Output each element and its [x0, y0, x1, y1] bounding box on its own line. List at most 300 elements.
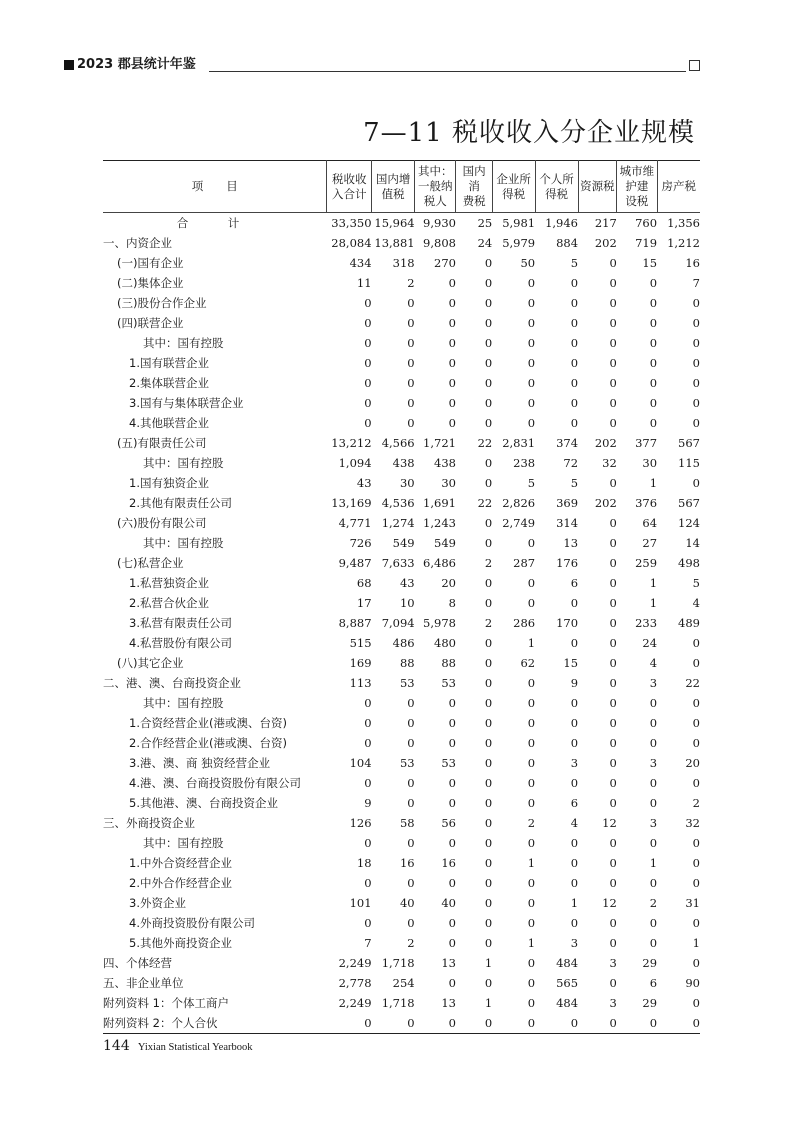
table-row — [103, 453, 700, 473]
cell-value: 5 — [570, 476, 579, 490]
cell-value: 6 — [570, 796, 579, 810]
cell-value: 0 — [527, 376, 536, 390]
cell-value: 0 — [527, 576, 536, 590]
cell-value: 0 — [448, 316, 456, 330]
cell-value: 0 — [527, 536, 536, 550]
cell-value: 5 — [570, 256, 579, 270]
cell-value: 16 — [685, 256, 700, 270]
column-header: 税收收 入合计 — [327, 161, 372, 213]
table-row — [103, 593, 700, 613]
table-row — [103, 673, 700, 693]
table-row — [103, 393, 700, 413]
cell-value: 3 — [649, 756, 658, 770]
cell-value: 0 — [649, 696, 658, 710]
cell-value: 0 — [448, 836, 456, 850]
cell-value: 0 — [484, 696, 493, 710]
column-header: 其中： 一般纳 税人 — [415, 161, 456, 213]
cell-value: 498 — [678, 556, 700, 570]
cell-value: 0 — [609, 296, 617, 310]
cell-value: 9 — [364, 796, 372, 810]
cell-value: 0 — [484, 976, 493, 990]
cell-value: 1,243 — [423, 516, 456, 530]
row-label: 1.合资经营企业(港或澳、台资) — [129, 716, 287, 730]
cell-value: 489 — [678, 616, 700, 630]
cell-value: 1 — [527, 636, 536, 650]
cell-value: 434 — [349, 256, 372, 270]
cell-value: 480 — [434, 636, 456, 650]
cell-value: 0 — [692, 416, 700, 430]
cell-value: 1 — [649, 856, 658, 870]
cell-value: 0 — [484, 896, 493, 910]
cell-value: 726 — [349, 536, 372, 550]
cell-value: 1 — [484, 996, 493, 1010]
cell-value: 0 — [448, 736, 456, 750]
table-row — [103, 233, 700, 253]
cell-value: 0 — [692, 996, 700, 1010]
row-label: 2.集体联营企业 — [129, 376, 209, 390]
cell-value: 0 — [364, 296, 372, 310]
cell-value: 53 — [399, 756, 415, 770]
cell-value: 0 — [448, 276, 456, 290]
cell-value: 0 — [570, 776, 579, 790]
cell-value: 0 — [570, 716, 579, 730]
cell-value: 1,356 — [667, 216, 700, 230]
row-label: 4.私营股份有限公司 — [129, 636, 232, 650]
cell-value: 760 — [635, 216, 658, 230]
cell-value: 0 — [484, 776, 493, 790]
row-label: 其中：国有控股 — [143, 836, 224, 850]
cell-value: 176 — [556, 556, 579, 570]
cell-value: 1 — [649, 576, 658, 590]
cell-value: 0 — [649, 716, 658, 730]
cell-value: 4,536 — [381, 496, 415, 510]
cell-value: 0 — [484, 296, 493, 310]
cell-value: 0 — [364, 376, 372, 390]
cell-value: 3 — [649, 676, 658, 690]
row-label: (五)有限责任公司 — [117, 436, 207, 450]
row-label: 2.合作经营企业(港或澳、台资) — [129, 736, 287, 750]
cell-value: 9,930 — [423, 216, 456, 230]
cell-value: 0 — [570, 596, 579, 610]
cell-value: 0 — [407, 296, 415, 310]
cell-value: 0 — [649, 1016, 658, 1030]
cell-value: 2,749 — [502, 516, 536, 530]
cell-value: 30 — [642, 456, 658, 470]
cell-value: 20 — [441, 576, 456, 590]
empty-square-icon — [689, 60, 700, 71]
cell-value: 22 — [685, 676, 700, 690]
row-label: 1.中外合资经营企业 — [129, 856, 232, 870]
cell-value: 0 — [364, 776, 372, 790]
cell-value: 0 — [570, 696, 579, 710]
table-row — [103, 913, 700, 933]
table-row — [103, 313, 700, 333]
cell-value: 2 — [407, 936, 415, 950]
cell-value: 0 — [527, 276, 536, 290]
table-row — [103, 413, 700, 433]
cell-value: 1 — [649, 476, 658, 490]
cell-value: 314 — [556, 516, 579, 530]
cell-value: 113 — [349, 676, 372, 690]
cell-value: 0 — [692, 656, 700, 670]
cell-value: 1 — [649, 596, 658, 610]
cell-value: 1 — [692, 936, 700, 950]
column-header: 国内消 费税 — [456, 161, 492, 213]
cell-value: 0 — [484, 856, 493, 870]
cell-value: 1,946 — [545, 216, 579, 230]
cell-value: 8,887 — [338, 616, 372, 630]
cell-value: 62 — [520, 656, 536, 670]
cell-value: 0 — [609, 696, 617, 710]
table-row — [103, 273, 700, 293]
cell-value: 3 — [609, 996, 617, 1010]
cell-value: 0 — [570, 636, 579, 650]
cell-value: 0 — [609, 676, 617, 690]
cell-value: 0 — [448, 396, 456, 410]
cell-value: 16 — [399, 856, 415, 870]
cell-value: 7 — [364, 936, 372, 950]
cell-value: 3 — [570, 936, 579, 950]
cell-value: 0 — [448, 916, 456, 930]
cell-value: 6 — [570, 576, 579, 590]
cell-value: 377 — [635, 436, 658, 450]
cell-value: 0 — [570, 416, 579, 430]
table-row — [103, 533, 700, 553]
table-row — [103, 753, 700, 773]
table-row — [103, 993, 700, 1013]
row-label: 4.外商投资股份有限公司 — [129, 916, 255, 930]
row-label: 5.其他港、澳、台商投资企业 — [129, 796, 278, 810]
cell-value: 0 — [649, 936, 658, 950]
cell-value: 13,212 — [331, 436, 372, 450]
cell-value: 0 — [609, 836, 617, 850]
cell-value: 567 — [678, 436, 700, 450]
cell-value: 0 — [527, 676, 536, 690]
cell-value: 30 — [399, 476, 415, 490]
cell-value: 0 — [364, 1016, 372, 1030]
cell-value: 25 — [477, 216, 493, 230]
column-header: 城市维 护建 设税 — [617, 161, 657, 213]
cell-value: 0 — [527, 716, 536, 730]
cell-value: 5,979 — [502, 236, 536, 250]
cell-value: 2 — [407, 276, 415, 290]
row-label: 3.外资企业 — [129, 896, 186, 910]
cell-value: 0 — [570, 396, 579, 410]
cell-value: 202 — [594, 496, 617, 510]
cell-value: 0 — [692, 696, 700, 710]
cell-value: 0 — [649, 416, 658, 430]
cell-value: 43 — [356, 476, 372, 490]
cell-value: 30 — [441, 476, 456, 490]
cell-value: 0 — [484, 916, 493, 930]
cell-value: 0 — [609, 596, 617, 610]
cell-value: 0 — [609, 336, 617, 350]
cell-value: 0 — [448, 416, 456, 430]
cell-value: 0 — [570, 316, 579, 330]
cell-value: 0 — [692, 856, 700, 870]
cell-value: 40 — [399, 896, 415, 910]
cell-value: 0 — [484, 316, 493, 330]
row-label: 三、外商投资企业 — [103, 816, 195, 830]
cell-value: 0 — [692, 636, 700, 650]
cell-value: 0 — [570, 296, 579, 310]
table-row — [103, 493, 700, 513]
cell-value: 0 — [649, 396, 658, 410]
table-row — [103, 633, 700, 653]
cell-value: 286 — [513, 616, 536, 630]
cell-value: 0 — [609, 856, 617, 870]
row-label: (二)集体企业 — [117, 276, 184, 290]
cell-value: 2 — [484, 616, 493, 630]
cell-value: 13 — [563, 536, 579, 550]
cell-value: 0 — [448, 296, 456, 310]
cell-value: 1,691 — [423, 496, 456, 510]
cell-value: 53 — [441, 756, 456, 770]
cell-value: 104 — [349, 756, 372, 770]
cell-value: 0 — [448, 356, 456, 370]
cell-value: 2,249 — [338, 996, 372, 1010]
cell-value: 270 — [434, 256, 456, 270]
table-body — [103, 213, 700, 1034]
cell-value: 0 — [407, 876, 415, 890]
cell-value: 13 — [441, 956, 456, 970]
cell-value: 3 — [609, 956, 617, 970]
cell-value: 318 — [392, 256, 415, 270]
cell-value: 0 — [527, 916, 536, 930]
cell-value: 719 — [635, 236, 658, 250]
cell-value: 0 — [527, 756, 536, 770]
cell-value: 0 — [484, 736, 493, 750]
cell-value: 0 — [570, 736, 579, 750]
page-number: 144 — [103, 1038, 130, 1054]
cell-value: 0 — [407, 836, 415, 850]
cell-value: 0 — [484, 656, 493, 670]
cell-value: 22 — [477, 436, 493, 450]
cell-value: 53 — [441, 676, 456, 690]
cell-value: 4 — [570, 816, 579, 830]
cell-value: 5,981 — [502, 216, 536, 230]
table-row — [103, 893, 700, 913]
cell-value: 0 — [692, 356, 700, 370]
cell-value: 31 — [685, 896, 700, 910]
cell-value: 238 — [513, 456, 536, 470]
row-label: 4.其他联营企业 — [129, 416, 209, 430]
cell-value: 27 — [642, 536, 658, 550]
cell-value: 43 — [399, 576, 415, 590]
cell-value: 11 — [356, 276, 372, 290]
table-header-row — [103, 161, 700, 213]
cell-value: 0 — [570, 876, 579, 890]
cell-value: 217 — [594, 216, 617, 230]
cell-value: 0 — [609, 656, 617, 670]
cell-value: 1,718 — [381, 996, 415, 1010]
cell-value: 0 — [609, 636, 617, 650]
cell-value: 8 — [448, 596, 456, 610]
cell-value: 0 — [407, 336, 415, 350]
row-label: 1.国有独资企业 — [129, 476, 209, 490]
cell-value: 0 — [609, 256, 617, 270]
cell-value: 9,487 — [338, 556, 372, 570]
table-row — [103, 253, 700, 273]
cell-value: 0 — [484, 936, 493, 950]
cell-value: 32 — [602, 456, 617, 470]
table-row — [103, 353, 700, 373]
cell-value: 0 — [448, 976, 456, 990]
row-label: 2.其他有限责任公司 — [129, 496, 232, 510]
cell-value: 0 — [484, 756, 493, 770]
cell-value: 2,826 — [502, 496, 536, 510]
cell-value: 4 — [649, 656, 658, 670]
cell-value: 0 — [527, 396, 536, 410]
row-label: 其中：国有控股 — [143, 456, 224, 470]
cell-value: 24 — [642, 636, 658, 650]
cell-value: 0 — [448, 696, 456, 710]
cell-value: 126 — [349, 816, 372, 830]
cell-value: 0 — [484, 836, 493, 850]
cell-value: 0 — [570, 376, 579, 390]
cell-value: 0 — [527, 896, 536, 910]
cell-value: 28,084 — [331, 236, 372, 250]
cell-value: 0 — [609, 476, 617, 490]
cell-value: 0 — [484, 416, 493, 430]
cell-value: 2 — [484, 556, 493, 570]
cell-value: 88 — [399, 656, 415, 670]
cell-value: 0 — [692, 956, 700, 970]
cell-value: 233 — [635, 616, 658, 630]
cell-value: 0 — [364, 396, 372, 410]
table-row — [103, 853, 700, 873]
row-label: 1.私营独资企业 — [129, 576, 209, 590]
table-row — [103, 873, 700, 893]
cell-value: 2,249 — [338, 956, 372, 970]
cell-value: 565 — [556, 976, 579, 990]
cell-value: 0 — [609, 716, 617, 730]
cell-value: 64 — [642, 516, 658, 530]
cell-value: 0 — [484, 676, 493, 690]
row-label: 其中：国有控股 — [143, 536, 224, 550]
cell-value: 0 — [407, 716, 415, 730]
cell-value: 124 — [678, 516, 700, 530]
cell-value: 0 — [649, 376, 658, 390]
cell-value: 0 — [527, 996, 536, 1010]
cell-value: 0 — [609, 276, 617, 290]
cell-value: 115 — [678, 456, 700, 470]
cell-value: 0 — [448, 336, 456, 350]
cell-value: 1 — [527, 936, 536, 950]
cell-value: 13 — [441, 996, 456, 1010]
cell-value: 0 — [692, 736, 700, 750]
english-title: Yixian Statistical Yearbook — [137, 1042, 253, 1053]
cell-value: 0 — [364, 316, 372, 330]
cell-value: 170 — [556, 616, 579, 630]
row-label: 其中：国有控股 — [143, 336, 224, 350]
table-row — [103, 973, 700, 993]
cell-value: 9 — [570, 676, 579, 690]
cell-value: 0 — [609, 356, 617, 370]
cell-value: 0 — [609, 576, 617, 590]
column-header: 资源税 — [578, 161, 617, 213]
cell-value: 4 — [692, 596, 700, 610]
cell-value: 0 — [570, 856, 579, 870]
cell-value: 0 — [649, 876, 658, 890]
cell-value: 0 — [609, 916, 617, 930]
cell-value: 0 — [649, 796, 658, 810]
cell-value: 0 — [609, 396, 617, 410]
cell-value: 0 — [527, 976, 536, 990]
cell-value: 3 — [649, 816, 658, 830]
cell-value: 3 — [570, 756, 579, 770]
cell-value: 18 — [356, 856, 372, 870]
cell-value: 0 — [609, 536, 617, 550]
tax-revenue-table — [103, 160, 700, 1034]
cell-value: 29 — [642, 956, 658, 970]
cell-value: 369 — [556, 496, 579, 510]
cell-value: 0 — [527, 776, 536, 790]
table-row — [103, 933, 700, 953]
cell-value: 12 — [602, 816, 617, 830]
table-row — [103, 793, 700, 813]
cell-value: 1 — [570, 896, 579, 910]
cell-value: 484 — [556, 956, 579, 970]
cell-value: 549 — [392, 536, 415, 550]
cell-value: 0 — [527, 356, 536, 370]
row-label: 4.港、澳、台商投资股份有限公司 — [129, 776, 301, 790]
cell-value: 0 — [364, 836, 372, 850]
table-row — [103, 473, 700, 493]
cell-value: 0 — [407, 916, 415, 930]
cell-value: 1,718 — [381, 956, 415, 970]
cell-value: 0 — [484, 1016, 493, 1030]
cell-value: 0 — [649, 336, 658, 350]
cell-value: 0 — [527, 956, 536, 970]
row-label: 5.其他外商投资企业 — [129, 936, 232, 950]
cell-value: 515 — [349, 636, 372, 650]
cell-value: 0 — [484, 596, 493, 610]
table-row — [103, 813, 700, 833]
cell-value: 438 — [434, 456, 456, 470]
page-title: 7—11 税收收入分企业规模 — [363, 118, 695, 148]
cell-value: 58 — [399, 816, 415, 830]
cell-value: 6,486 — [423, 556, 456, 570]
cell-value: 0 — [609, 976, 617, 990]
cell-value: 0 — [570, 356, 579, 370]
cell-value: 0 — [364, 416, 372, 430]
cell-value: 13,881 — [374, 236, 415, 250]
cell-value: 567 — [678, 496, 700, 510]
cell-value: 0 — [692, 916, 700, 930]
cell-value: 1 — [527, 856, 536, 870]
cell-value: 2,831 — [502, 436, 536, 450]
cell-value: 0 — [692, 316, 700, 330]
cell-value: 0 — [649, 296, 658, 310]
cell-value: 0 — [484, 816, 493, 830]
cell-value: 0 — [527, 796, 536, 810]
cell-value: 88 — [441, 656, 456, 670]
cell-value: 0 — [484, 276, 493, 290]
cell-value: 0 — [609, 756, 617, 770]
cell-value: 0 — [527, 416, 536, 430]
cell-value: 0 — [407, 1016, 415, 1030]
cell-value: 0 — [609, 516, 617, 530]
cell-value: 0 — [649, 276, 658, 290]
cell-value: 0 — [609, 876, 617, 890]
cell-value: 22 — [477, 496, 493, 510]
column-header: 项 目 — [191, 179, 238, 193]
row-label: 一、内资企业 — [103, 236, 172, 250]
column-header: 个人所 得税 — [535, 161, 578, 213]
cell-value: 56 — [441, 816, 456, 830]
cell-value: 0 — [570, 276, 579, 290]
